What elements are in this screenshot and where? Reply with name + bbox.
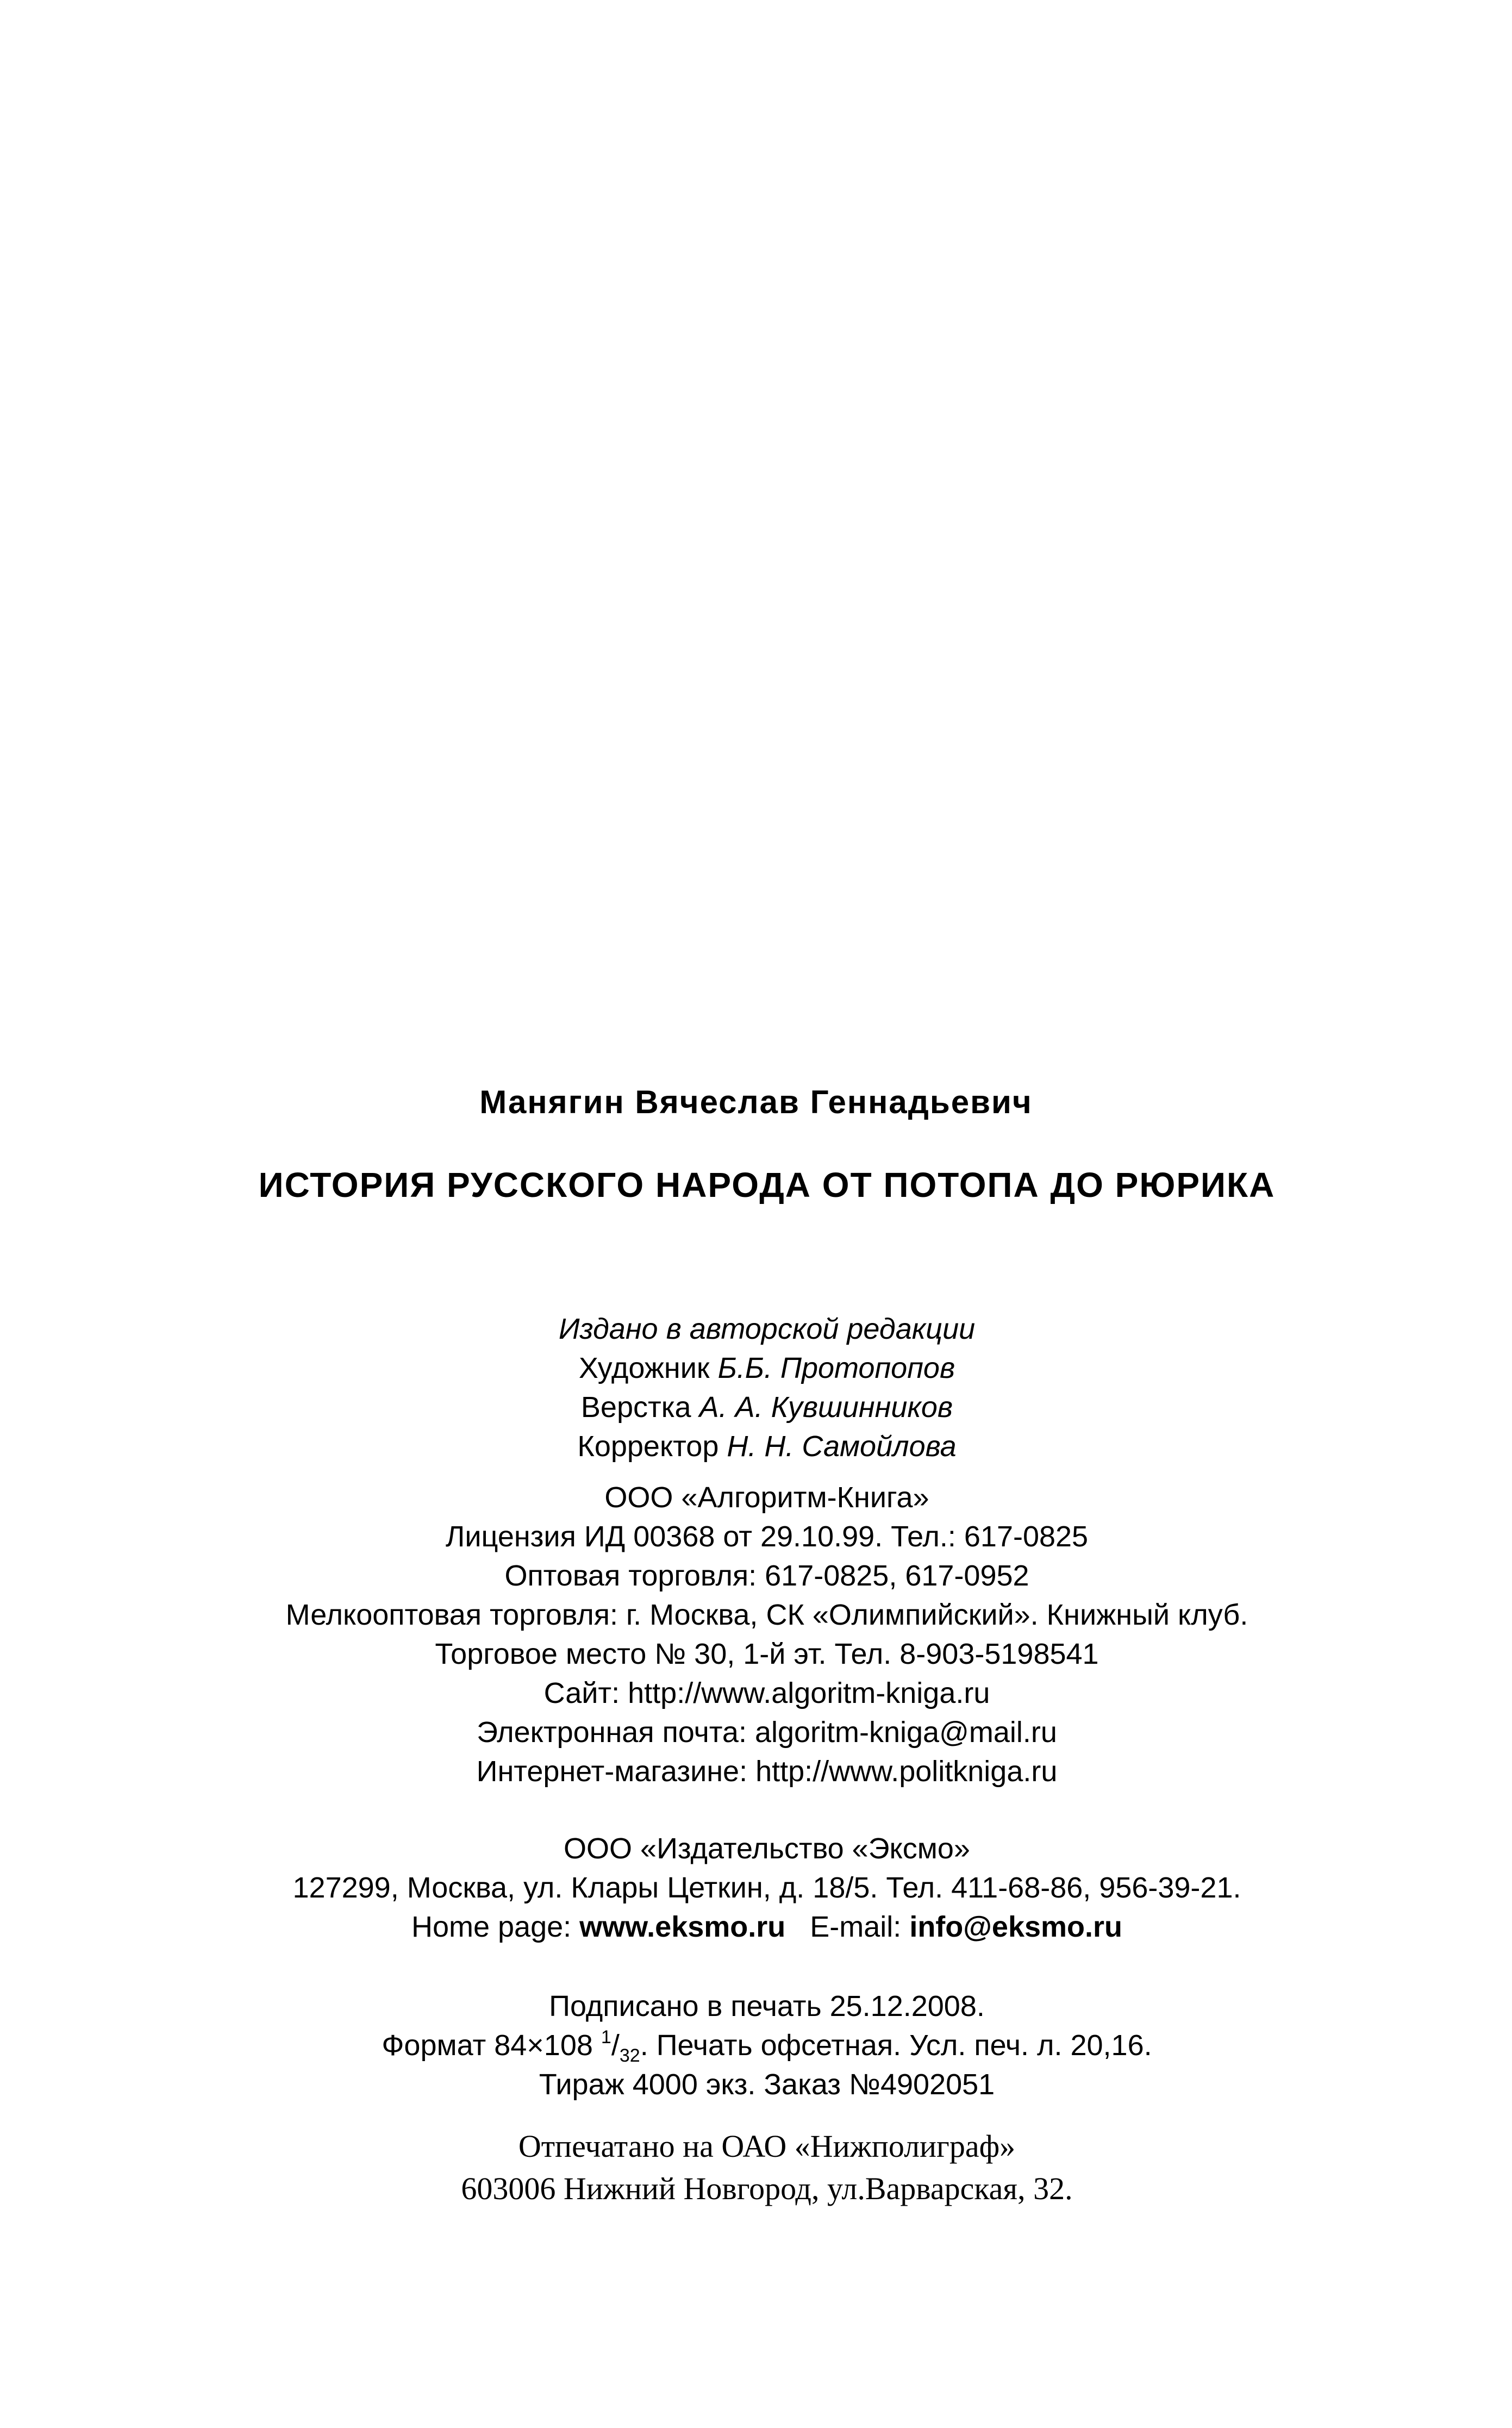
publisher1-wholesale: Оптовая торговля: 617-0825, 617-0952 <box>504 1559 1029 1592</box>
email-label: E-mail: <box>810 1911 902 1943</box>
publisher2-contacts <box>0 1912 1512 1942</box>
publisher1-trade-place: Торговое место № 30, 1-й эт. Тел. 8-903-5198541 <box>435 1638 1099 1670</box>
publisher1-shop: Интернет-магазине: http://www.politkniga.ru <box>476 1755 1058 1788</box>
credit-proofreader <box>0 1432 1512 1461</box>
credit-layout-label: Верстка <box>580 1391 691 1424</box>
publisher2-address: 127299, Москва, ул. Клары Цеткин, д. 18/5. Тел. 411-68-86, 956-39-21. <box>292 1871 1241 1904</box>
book-title: ИСТОРИЯ РУССКОГО НАРОДА ОТ ПОТОПА ДО РЮРИКА <box>258 1165 1276 1204</box>
credit-proofreader-label: Корректор <box>577 1430 719 1463</box>
home-page-label: Home page: <box>411 1911 572 1943</box>
credit-artist-label: Художник <box>578 1352 710 1384</box>
credit-proofreader-name: Н. Н. Самойлова <box>727 1430 957 1463</box>
publisher2-name: ООО «Издательство «Эксмо» <box>564 1832 970 1865</box>
publisher1-site: Сайт: http://www.algoritm-kniga.ru <box>543 1677 990 1709</box>
publisher1-license: Лицензия ИД 00368 от 29.10.99. Тел.: 617-0825 <box>445 1520 1089 1553</box>
format-fraction-denominator: 32 <box>619 2045 640 2066</box>
author-name: Манягин Вячеслав Геннадьевич <box>479 1084 1033 1120</box>
signed-to-print: Подписано в печать 25.12.2008. <box>549 1990 985 2023</box>
home-page-url: www.eksmo.ru <box>579 1911 786 1943</box>
format-suffix: . Печать офсетная. Усл. печ. л. 20,16. <box>640 2029 1152 2062</box>
printer-name: Отпечатано на ОАО «Нижполиграф» <box>518 2129 1016 2164</box>
credit-layout-name: А. А. Кувшинников <box>699 1391 953 1424</box>
format-fraction-slash: / <box>611 2029 620 2062</box>
printer-address: 603006 Нижний Новгород, ул.Варварская, 32. <box>461 2171 1073 2206</box>
edition-note <box>0 1314 1512 1344</box>
format-prefix: Формат 84×108 <box>382 2029 593 2062</box>
credit-artist-name: Б.Б. Протопопов <box>717 1352 955 1384</box>
format-line <box>0 2027 1512 2066</box>
credit-artist <box>0 1353 1512 1383</box>
edition-note-text: Издано в авторской редакции <box>558 1313 976 1345</box>
print-run: Тираж 4000 экз. Заказ №4902051 <box>539 2068 995 2101</box>
format-fraction-numerator: 1 <box>601 2027 611 2048</box>
publisher1-email: Электронная почта: algoritm-kniga@mail.ru <box>477 1716 1057 1749</box>
publisher1-name: ООО «Алгоритм-Книга» <box>604 1481 929 1514</box>
email-address: info@eksmo.ru <box>909 1911 1123 1943</box>
publisher1-small-wholesale: Мелкооптовая торговля: г. Москва, СК «Олимпийский». Книжный клуб. <box>285 1599 1248 1631</box>
credit-layout <box>0 1393 1512 1422</box>
